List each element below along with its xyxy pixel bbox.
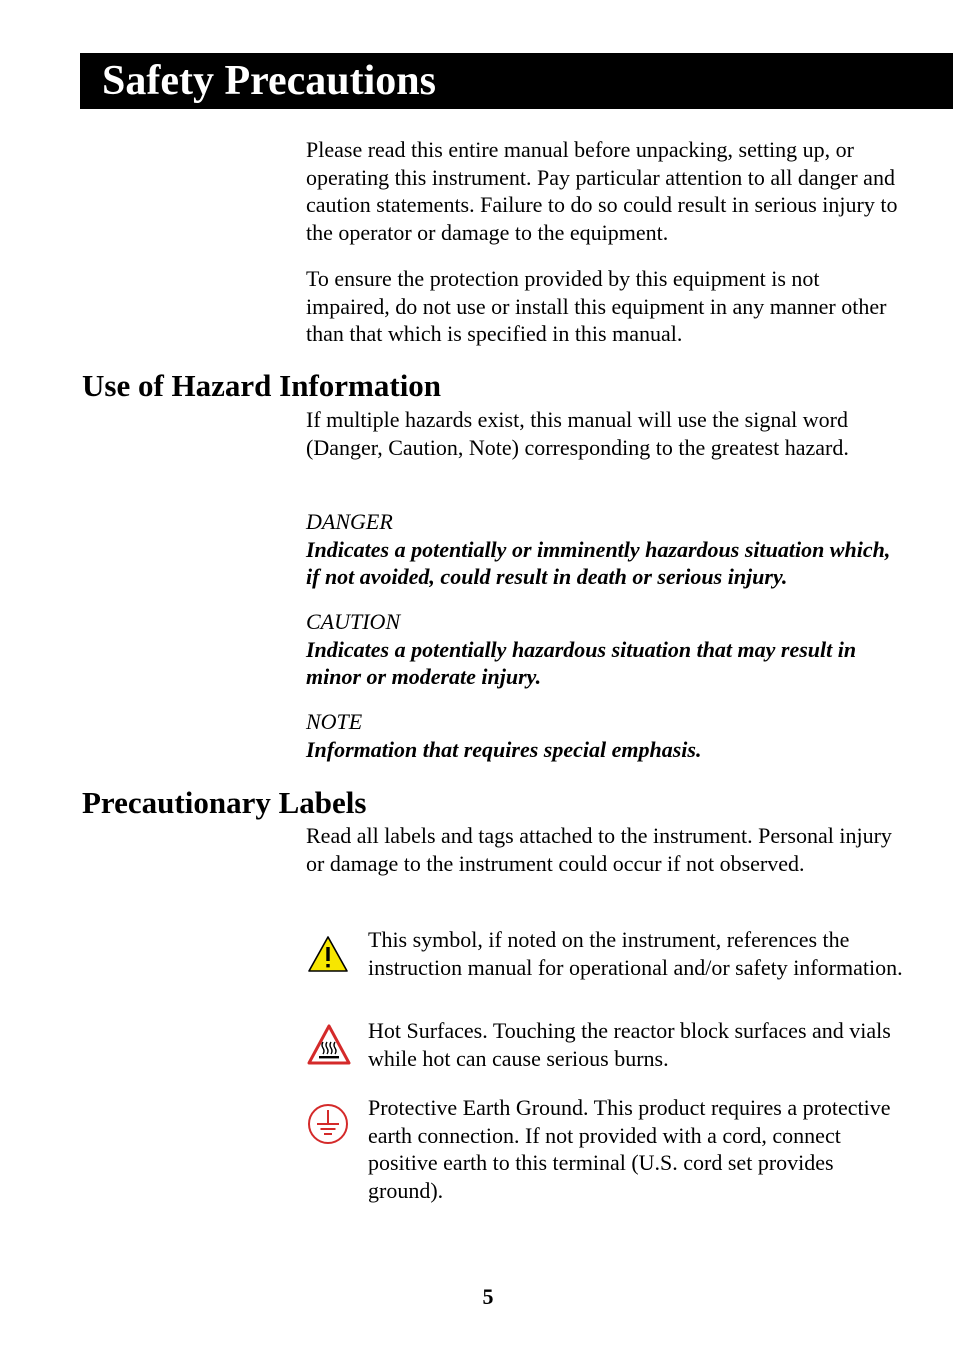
warning-triangle-icon bbox=[306, 934, 350, 978]
labels-section-heading: Precautionary Labels bbox=[82, 785, 367, 820]
title-bar bbox=[80, 53, 953, 109]
caution-word: CAUTION bbox=[306, 609, 401, 634]
danger-word: DANGER bbox=[306, 509, 393, 534]
intro-paragraph-1 bbox=[306, 136, 901, 246]
earth-ground-symbol-text: Protective Earth Ground. This product requires a protective earth connection. If not provided with a cord, connect positive earth to this terminal (U.S. cord set provides ground). bbox=[368, 1095, 891, 1203]
hot-surface-symbol-text: Hot Surfaces. Touching the reactor block surfaces and vials while hot can cause serious burns. bbox=[368, 1018, 891, 1071]
intro-text-1: Please read this entire manual before unpacking, setting up, or operating this instrument. Pay particular attention to all danger and caution statements. Failure to do so could result in serious injury to the operator or damage to the equipment. bbox=[306, 137, 898, 245]
page-title: Safety Precautions bbox=[102, 58, 437, 104]
caution-text: Indicates a potentially hazardous situation that may result in minor or moderate injury. bbox=[306, 636, 857, 689]
note-text: Information that requires special emphasis. bbox=[306, 736, 702, 762]
labels-section-body bbox=[306, 822, 901, 877]
protective-earth-ground-icon bbox=[306, 1102, 350, 1150]
caution-statement bbox=[306, 608, 901, 691]
danger-text: Indicates a potentially or imminently hazardous situation which, if not avoided, could result in death or serious injury. bbox=[306, 536, 891, 589]
hazard-section-heading: Use of Hazard Information bbox=[82, 368, 442, 403]
danger-statement bbox=[306, 508, 901, 591]
intro-paragraph-2 bbox=[306, 265, 901, 348]
hazard-body-text: If multiple hazards exist, this manual will use the signal word (Danger, Caution, Note) corresponding to the greatest hazard. bbox=[306, 407, 849, 460]
page-number: 5 bbox=[482, 1284, 494, 1309]
note-statement bbox=[306, 708, 901, 763]
labels-body-text: Read all labels and tags attached to the instrument. Personal injury or damage to the instrument could occur if not observed. bbox=[306, 823, 892, 876]
intro-text-2: To ensure the protection provided by this equipment is not impaired, do not use or install this equipment in any manner other than that which is specified in this manual. bbox=[306, 266, 887, 346]
warning-symbol-text: This symbol, if noted on the instrument, references the instruction manual for operational and/or safety information. bbox=[368, 927, 903, 980]
note-word: NOTE bbox=[306, 709, 363, 734]
hot-surface-icon bbox=[306, 1023, 352, 1071]
hazard-section-body bbox=[306, 406, 901, 461]
